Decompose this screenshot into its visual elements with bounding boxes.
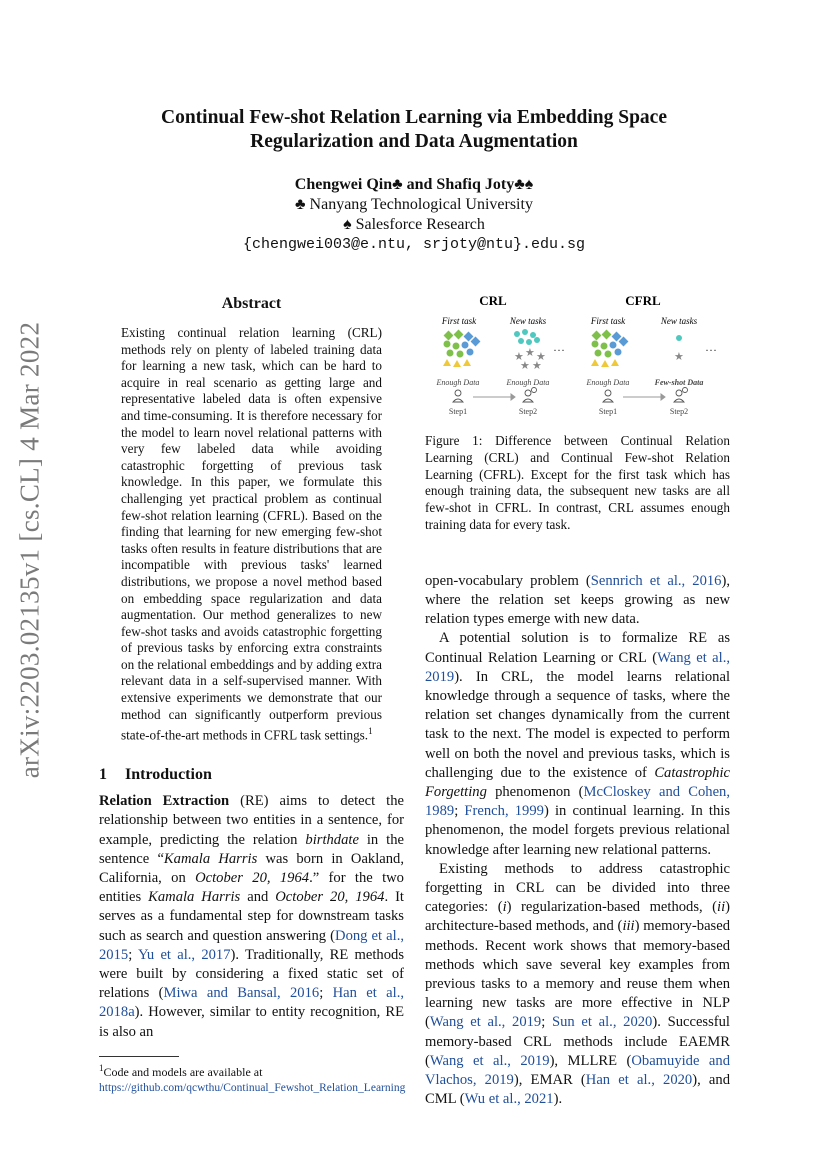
right-body	[425, 572, 730, 1110]
citation-link[interactable]: McCloskey and Cohen, 1989	[425, 784, 730, 820]
arrow-icon	[473, 394, 665, 400]
section-heading-introduction	[99, 766, 404, 784]
footnote	[99, 1061, 404, 1096]
text-run: ) regularization-based methods, (	[506, 899, 718, 916]
text-run: (	[646, 649, 658, 666]
footnote-text: Code and models are available at	[103, 1064, 263, 1079]
text-run: ). However, similar to entity recognition, RE is also an	[99, 1004, 404, 1040]
right-column	[425, 290, 730, 1109]
crl-new-tasks-label: New tasks	[509, 316, 547, 326]
svg-text:★: ★	[674, 351, 684, 363]
text-run: in the sentence “	[99, 831, 404, 867]
cfrl-fewshot-data: Few-shot Data	[654, 378, 704, 387]
citation-link[interactable]: Han et al., 2020	[585, 1072, 693, 1089]
left-column	[99, 295, 404, 1096]
text-run: ), EMAR (	[513, 1072, 586, 1089]
text-run: ;	[454, 803, 465, 820]
cfrl-ellipsis: ···	[705, 343, 717, 357]
learner-icon	[453, 388, 688, 403]
text-run: methods include EAEMR (	[425, 1033, 730, 1069]
citation-link[interactable]: Wang et al., 2019	[429, 1052, 550, 1069]
citation-link[interactable]: Miwa and Bansal, 2016	[163, 985, 320, 1002]
text-run: ;	[541, 1014, 552, 1031]
citation-link[interactable]: Wu et al., 2021	[464, 1091, 554, 1108]
text-run: CRL	[516, 880, 545, 897]
text-run: CRL	[501, 668, 530, 685]
intro-lead: Relation Extraction	[99, 793, 230, 810]
footnote-rule	[99, 1056, 179, 1057]
paragraph-existing-methods	[425, 860, 730, 1110]
text-run: was born in Oakland, California, on	[99, 850, 404, 887]
figure-diagram	[425, 290, 730, 425]
arxiv-stamp	[10, 200, 50, 900]
text-run: and	[240, 889, 276, 906]
text-run: ). Successful memory-based	[425, 1014, 730, 1050]
cfrl-step1: Step1	[598, 407, 618, 416]
text-run: (RE) aims to detect the relationship between two entities in a sentence, for example, predicting the relation	[99, 793, 404, 848]
text-run: iii	[622, 918, 635, 935]
code-url-link[interactable]: https://github.com/qcwthu/Continual_Fewshot_Relation_Learning	[99, 1081, 406, 1094]
text-run: phenomenon (	[486, 784, 584, 801]
author-emails: {chengwei003@e.ntu, srjoty@ntu}.edu.sg	[242, 236, 586, 253]
text-run: can be divided into three categories: (	[425, 880, 730, 916]
text-run: October 20, 1964	[275, 889, 385, 906]
text-run: Kamala Harris	[148, 889, 241, 906]
author-block	[100, 175, 728, 255]
svg-text:★: ★	[525, 347, 535, 359]
text-run: ) memory-based methods. Recent work shows that memory-based methods which save several key examples from previous tasks to a memory and reuse them when learning new tasks are more effective in NLP (	[425, 918, 731, 1031]
text-run: ), and CML (	[425, 1072, 730, 1108]
text-run: , the model learns relational knowledge through a sequence of tasks, where the relation set changes dynamically from the current task to the next. The model is expected to perform well on both the novel and previous tasks, which is challenging due to the existence of	[425, 668, 730, 781]
cfrl-first-task-label: First task	[590, 316, 626, 326]
svg-text:★: ★	[514, 351, 524, 363]
abstract-text: Existing continual relation learning (CRL) methods rely on plenty of labeled training data for learning a new task, which can be hard to acquire in real scenario as getting large and representative labeled data is often expensive and time-consuming. It is therefore necessary for the model to learn novel relational patterns with very few labeled data while avoiding catastrophic forgetting of previous task knowledge. In this paper, we formulate this challenging yet practical problem as continual few-shot relation learning (CFRL). Based on the finding that learning for new emerging few-shot tasks often results in feature distributions that are incompatible with previous tasks' learned distributions, we propose a novel method based on embedding space regularization and data augmentation. Our method generalizes to new few-shot tasks and avoids catastrophic forgetting of previous tasks by enforcing extra constraints on the relational embeddings and by adding extra relevant data in a self-supervised manner. With extensive experiments we demonstrate that our method can significantly outperform previous state-of-the-art methods in CFRL task settings.	[121, 325, 382, 743]
abstract-body	[121, 325, 382, 744]
crl-title: CRL	[479, 293, 507, 308]
text-run: A potential solution is to formalize RE as Continual Relation Learning or	[425, 630, 730, 666]
crl-step1: Step1	[448, 407, 468, 416]
text-run: .” for the two entities	[99, 870, 404, 906]
svg-text:★: ★	[532, 360, 542, 372]
text-run: Kamala Harris	[163, 850, 258, 867]
affiliation-1: ♣ Nanyang Technological University	[295, 196, 533, 213]
title-line-2: Regularization and Data Augmentation	[250, 131, 578, 152]
citation-link[interactable]: Obamuyide and Vlachos, 2019	[425, 1052, 731, 1089]
paragraph-open-vocab	[425, 572, 730, 630]
crl-first-task-label: First task	[441, 316, 477, 326]
text-run: ), MLLRE (	[549, 1052, 632, 1069]
author-names: Chengwei Qin♣ and Shafiq Joty♣♠	[294, 176, 534, 193]
title-line-1: Continual Few-shot Relation Learning via Embedding Space	[161, 107, 667, 128]
crl-enough-data-2: Enough Data	[506, 378, 550, 387]
text-run: CRL	[618, 649, 647, 666]
intro-paragraph	[99, 792, 404, 1042]
abstract-heading: Abstract	[221, 295, 282, 312]
section-number: 1	[99, 766, 107, 784]
crl-ellipsis: ···	[553, 343, 565, 357]
text-run: ) in continual learning. In this phenomenon, the model forgets previous relational knowledge after learning new relational patterns.	[425, 803, 731, 858]
citation-link[interactable]: Yu et al., 2017	[137, 946, 231, 963]
cfrl-step2: Step2	[669, 407, 689, 416]
text-run: October 20, 1964	[195, 870, 310, 887]
text-run: . It serves as a fundamental step for downstream tasks such as search and question answering (	[99, 889, 404, 944]
cfrl-new-tasks-label: New tasks	[660, 316, 698, 326]
svg-text:★: ★	[520, 360, 530, 372]
citation-link[interactable]: Wang et al., 2019	[429, 1014, 542, 1031]
text-run: i	[502, 899, 507, 916]
figure-caption: Figure 1: Difference between Continual Relation Learning (CRL) and Continual Few-shot Relation Learning (CFRL). Except for the first task which has enough training data, the subsequent new tasks are all few-shot in CFRL. In contrast, CRL assumes enough training data for every task.	[425, 433, 730, 532]
text-run: ;	[128, 946, 138, 963]
section-title: Introduction	[125, 766, 212, 784]
text-run: Catastrophic Forgetting	[425, 764, 730, 801]
citation-link[interactable]: Wang et al., 2019	[425, 649, 731, 685]
paper-title	[100, 106, 728, 154]
citation-link[interactable]: Han et al., 2018a	[99, 985, 404, 1021]
text-run: birthdate	[305, 831, 359, 848]
figure-1	[425, 290, 730, 425]
text-run: ). Traditionally, RE methods were built by considering a fixed static set of relations (	[99, 946, 405, 1002]
text-run: Existing methods to address catastrophic forgetting in	[425, 860, 730, 897]
text-run: CRL	[523, 1033, 552, 1050]
citation-link[interactable]: Sennrich et al., 2016	[590, 572, 722, 589]
text-run: ;	[319, 985, 333, 1002]
crl-step2: Step2	[518, 407, 538, 416]
svg-text:★: ★	[536, 351, 546, 363]
affiliation-2: ♠ Salesforce Research	[343, 216, 485, 233]
text-run: ). In	[454, 668, 502, 685]
paragraph-crl	[425, 629, 730, 859]
crl-first-task-cluster	[443, 330, 480, 367]
cfrl-first-task-cluster	[591, 330, 628, 367]
citation-link[interactable]: French, 1999	[464, 803, 544, 820]
text-run: ii	[717, 899, 726, 916]
crl-new-tasks-cluster	[514, 329, 546, 372]
text-run: ) architecture-based methods, and (	[425, 899, 731, 935]
citation-link[interactable]: Dong et al., 2015	[99, 927, 404, 963]
text-run: ).	[553, 1091, 563, 1108]
citation-link[interactable]: Sun et al., 2020	[551, 1014, 653, 1031]
cfrl-new-tasks-cluster	[674, 335, 684, 363]
arxiv-stamp-text: arXiv:2203.02135v1 [cs.CL] 4 Mar 2022	[14, 321, 45, 779]
text-run: open-vocabulary problem (	[425, 572, 591, 589]
cfrl-title: CFRL	[625, 293, 661, 308]
cfrl-enough-data: Enough Data	[586, 378, 630, 387]
abstract-footnote-mark: 1	[368, 726, 373, 737]
crl-enough-data-1: Enough Data	[436, 378, 480, 387]
text-run: ), where the relation set keeps growing as new relation types emerge with new data.	[425, 572, 730, 628]
footnote-mark: 1	[99, 1062, 104, 1073]
